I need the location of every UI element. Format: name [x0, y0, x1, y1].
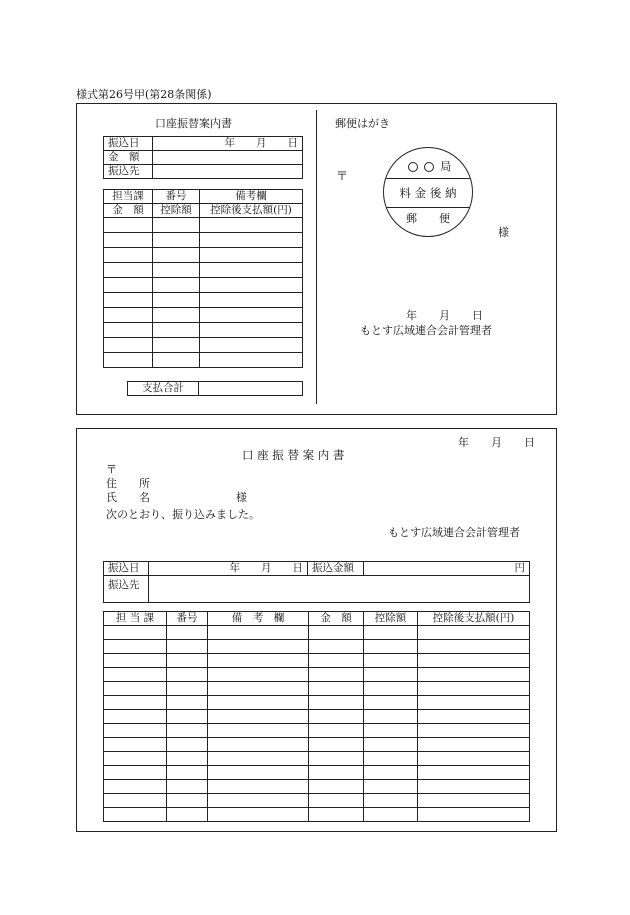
table-cell[interactable]	[104, 780, 167, 794]
table-cell[interactable]	[104, 668, 167, 682]
table-cell[interactable]	[104, 752, 167, 766]
table-cell[interactable]	[418, 682, 530, 696]
detail-cell[interactable]	[153, 338, 200, 353]
table-cell[interactable]	[208, 668, 309, 682]
table-cell[interactable]	[208, 780, 309, 794]
table-cell[interactable]	[167, 724, 208, 738]
table-cell[interactable]	[208, 794, 309, 808]
detail-cell[interactable]	[153, 353, 200, 368]
table-row	[104, 668, 530, 682]
table-cell[interactable]	[309, 668, 364, 682]
table-cell[interactable]	[208, 626, 309, 640]
detail-cell[interactable]	[104, 308, 153, 323]
notice-head-row	[104, 612, 530, 626]
name-label: 氏 名	[106, 491, 150, 504]
table-cell[interactable]	[104, 626, 167, 640]
table-cell[interactable]	[167, 738, 208, 752]
table-cell[interactable]	[364, 794, 418, 808]
postage-stamp	[383, 147, 473, 237]
table-cell[interactable]	[104, 808, 167, 822]
top-info-table	[103, 136, 303, 179]
table-cell[interactable]	[418, 626, 530, 640]
notice-date: 年 月 日	[458, 436, 535, 449]
col-head: 控除額	[364, 612, 418, 626]
detail-head-row	[104, 204, 303, 218]
recipient-suffix: 様	[498, 226, 509, 239]
table-cell[interactable]	[104, 710, 167, 724]
info-label: 振込日	[104, 137, 153, 151]
col-head: 備考欄	[200, 190, 303, 204]
table-row	[104, 780, 530, 794]
table-cell[interactable]	[167, 794, 208, 808]
dest-label: 振込先	[104, 576, 149, 603]
detail-row	[104, 278, 303, 293]
total-label: 支払合計	[128, 382, 199, 396]
table-cell[interactable]	[364, 654, 418, 668]
table-cell[interactable]	[208, 682, 309, 696]
table-row	[104, 724, 530, 738]
stamp-middle: 料 金 後 納	[399, 186, 457, 200]
detail-cell[interactable]	[200, 323, 303, 338]
table-cell[interactable]	[208, 710, 309, 724]
table-cell[interactable]	[208, 738, 309, 752]
table-cell[interactable]	[364, 808, 418, 822]
detail-row	[104, 248, 303, 263]
table-row	[104, 710, 530, 724]
table-cell[interactable]	[418, 766, 530, 780]
table-cell[interactable]	[167, 640, 208, 654]
circle-icon	[408, 162, 418, 172]
table-cell[interactable]	[104, 696, 167, 710]
table-cell[interactable]	[167, 710, 208, 724]
name-suffix: 様	[236, 491, 247, 504]
table-cell[interactable]	[104, 766, 167, 780]
table-cell[interactable]	[309, 752, 364, 766]
table-cell[interactable]	[364, 626, 418, 640]
table-cell[interactable]	[167, 626, 208, 640]
table-cell[interactable]	[167, 654, 208, 668]
detail-cell[interactable]	[104, 218, 153, 233]
table-cell[interactable]	[104, 794, 167, 808]
left-title: 口座振替案内書	[155, 117, 232, 130]
detail-row	[104, 293, 303, 308]
notice-title: 口 座 振 替 案 内 書	[242, 448, 345, 462]
table-row	[104, 626, 530, 640]
detail-cell[interactable]	[104, 233, 153, 248]
top-detail-table	[103, 189, 303, 368]
table-cell[interactable]	[418, 668, 530, 682]
table-row	[104, 808, 530, 822]
total-row	[127, 381, 303, 396]
table-row	[104, 640, 530, 654]
detail-cell[interactable]	[153, 248, 200, 263]
table-cell[interactable]	[167, 766, 208, 780]
table-cell[interactable]	[104, 724, 167, 738]
date-label: 振込日	[104, 562, 149, 576]
table-cell[interactable]	[418, 696, 530, 710]
detail-cell[interactable]	[104, 338, 153, 353]
info-row-amount	[104, 151, 303, 165]
table-cell[interactable]	[167, 682, 208, 696]
detail-cell[interactable]	[104, 278, 153, 293]
table-row	[104, 738, 530, 752]
table-row	[104, 766, 530, 780]
detail-row	[104, 218, 303, 233]
table-cell[interactable]	[208, 654, 309, 668]
info-label: 金 額	[104, 151, 153, 165]
detail-cell[interactable]	[153, 263, 200, 278]
info-value[interactable]	[153, 151, 303, 165]
detail-row	[104, 263, 303, 278]
table-row	[104, 696, 530, 710]
col-head: 担 当 課	[104, 612, 167, 626]
table-cell[interactable]	[418, 780, 530, 794]
col-head: 金 額	[309, 612, 364, 626]
info-label: 振込先	[104, 165, 153, 179]
detail-row	[104, 323, 303, 338]
detail-cell[interactable]	[200, 293, 303, 308]
detail-cell[interactable]	[153, 278, 200, 293]
table-cell[interactable]	[364, 668, 418, 682]
table-cell[interactable]	[309, 682, 364, 696]
detail-cell[interactable]	[153, 233, 200, 248]
notice-info-row2	[104, 576, 530, 603]
table-cell[interactable]	[208, 766, 309, 780]
detail-row	[104, 353, 303, 368]
detail-cell[interactable]	[104, 353, 153, 368]
table-cell[interactable]	[418, 710, 530, 724]
info-row-destination	[104, 165, 303, 179]
detail-cell[interactable]	[200, 278, 303, 293]
stamp-bottom: 郵 便	[406, 212, 450, 225]
table-cell[interactable]	[418, 724, 530, 738]
date-value[interactable]: 年 月 日	[149, 562, 308, 576]
detail-cell[interactable]	[200, 233, 303, 248]
table-cell[interactable]	[364, 780, 418, 794]
table-cell[interactable]	[364, 752, 418, 766]
table-cell[interactable]	[418, 738, 530, 752]
table-cell[interactable]	[104, 640, 167, 654]
postal-mark: 〒	[336, 169, 349, 183]
postcard-divider	[316, 110, 317, 404]
notice-postal-mark: 〒	[106, 463, 117, 476]
table-cell[interactable]	[104, 682, 167, 696]
table-cell[interactable]	[309, 696, 364, 710]
detail-cell[interactable]	[200, 263, 303, 278]
top-sender: もとす広域連合会計管理者	[360, 324, 492, 337]
notice-info-table	[103, 561, 530, 603]
col-head: 番号	[167, 612, 208, 626]
detail-row	[104, 308, 303, 323]
detail-cell[interactable]	[104, 263, 153, 278]
stamp-top	[384, 158, 472, 174]
col-head: 金 額	[104, 204, 153, 218]
detail-cell[interactable]	[104, 293, 153, 308]
table-cell[interactable]	[167, 808, 208, 822]
col-head: 控除後支払額(円)	[418, 612, 530, 626]
table-cell[interactable]	[364, 738, 418, 752]
address-label: 住 所	[106, 477, 150, 490]
total-value[interactable]	[199, 382, 303, 396]
detail-cell[interactable]	[153, 293, 200, 308]
table-cell[interactable]	[309, 780, 364, 794]
info-row-date	[104, 137, 303, 151]
notice-detail-table	[103, 611, 530, 822]
table-cell[interactable]	[104, 654, 167, 668]
table-cell[interactable]	[309, 808, 364, 822]
table-cell[interactable]	[418, 794, 530, 808]
table-cell[interactable]	[309, 626, 364, 640]
table-cell[interactable]	[309, 640, 364, 654]
detail-cell[interactable]	[200, 248, 303, 263]
table-cell[interactable]	[418, 654, 530, 668]
form-number-label: 様式第26号甲(第28条関係)	[76, 88, 212, 101]
circle-icon	[424, 162, 434, 172]
detail-row	[104, 233, 303, 248]
col-head: 番号	[153, 190, 200, 204]
col-head: 備 考 欄	[208, 612, 309, 626]
table-cell[interactable]	[309, 654, 364, 668]
table-row	[104, 682, 530, 696]
table-cell[interactable]	[364, 682, 418, 696]
detail-cell[interactable]	[153, 308, 200, 323]
table-cell[interactable]	[418, 808, 530, 822]
table-cell[interactable]	[364, 640, 418, 654]
table-cell[interactable]	[208, 696, 309, 710]
table-cell[interactable]	[418, 640, 530, 654]
table-cell[interactable]	[104, 738, 167, 752]
postcard-label: 郵便はがき	[335, 117, 390, 130]
table-cell[interactable]	[309, 724, 364, 738]
top-date: 年 月 日	[406, 309, 483, 322]
detail-cell[interactable]	[200, 218, 303, 233]
info-value[interactable]: 年 月 日	[153, 137, 303, 151]
detail-cell[interactable]	[200, 308, 303, 323]
dest-value[interactable]	[149, 576, 530, 603]
detail-cell[interactable]	[153, 323, 200, 338]
detail-row	[104, 338, 303, 353]
table-cell[interactable]	[167, 668, 208, 682]
detail-cell[interactable]	[153, 218, 200, 233]
detail-head-row	[104, 190, 303, 204]
table-cell[interactable]	[167, 696, 208, 710]
table-cell[interactable]	[208, 640, 309, 654]
amount-label: 振込金額	[308, 562, 364, 576]
table-cell[interactable]	[208, 752, 309, 766]
col-head: 控除後支払額(円)	[200, 204, 303, 218]
table-cell[interactable]	[208, 724, 309, 738]
table-row	[104, 752, 530, 766]
table-cell[interactable]	[167, 780, 208, 794]
table-cell[interactable]	[309, 794, 364, 808]
table-cell[interactable]	[418, 752, 530, 766]
notice-info-row1	[104, 562, 530, 576]
table-cell[interactable]	[309, 710, 364, 724]
table-cell[interactable]	[208, 808, 309, 822]
table-row	[104, 654, 530, 668]
table-cell[interactable]	[364, 766, 418, 780]
detail-cell[interactable]	[104, 248, 153, 263]
table-cell[interactable]	[364, 724, 418, 738]
detail-cell[interactable]	[200, 353, 303, 368]
table-cell[interactable]	[309, 738, 364, 752]
detail-cell[interactable]	[200, 338, 303, 353]
col-head: 控除額	[153, 204, 200, 218]
notice-message: 次のとおり、振り込みました。	[106, 508, 260, 521]
detail-cell[interactable]	[104, 323, 153, 338]
amount-unit[interactable]: 円	[364, 562, 530, 576]
stamp-office-label: 局	[440, 160, 452, 173]
col-head: 担当課	[104, 190, 153, 204]
table-cell[interactable]	[364, 710, 418, 724]
info-value[interactable]	[153, 165, 303, 179]
table-cell[interactable]	[309, 766, 364, 780]
table-cell[interactable]	[167, 752, 208, 766]
table-row	[104, 794, 530, 808]
table-cell[interactable]	[364, 696, 418, 710]
notice-sender: もとす広域連合会計管理者	[388, 526, 520, 539]
